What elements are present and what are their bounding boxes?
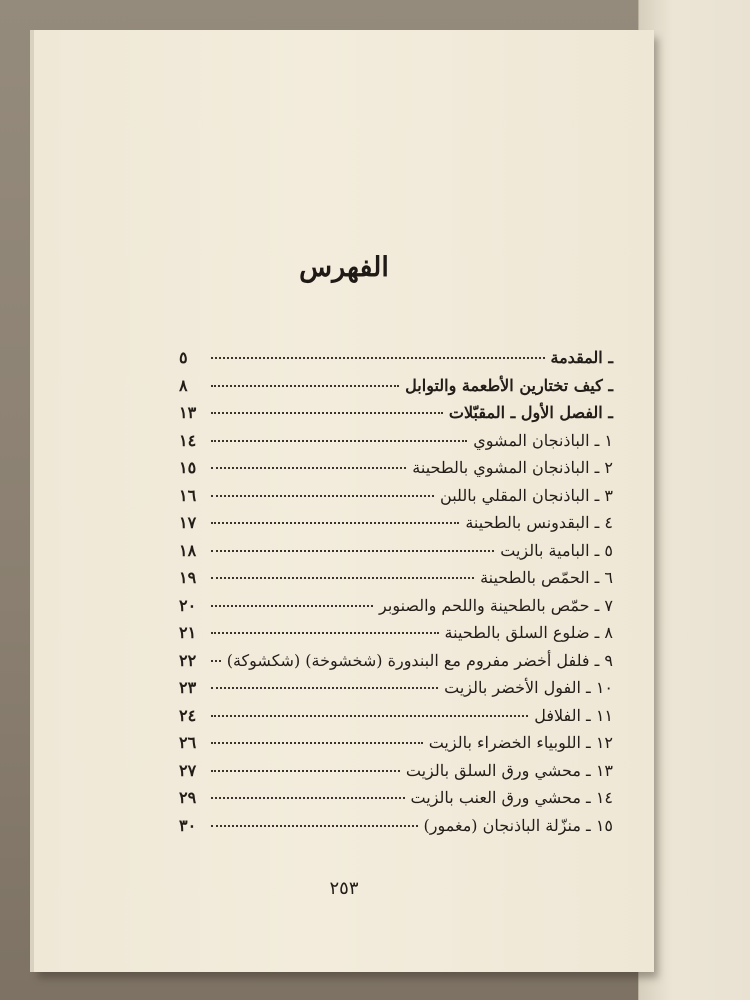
toc-entry-page: ٢٣ (179, 678, 197, 697)
toc-entry-title: ٧ ـ حمّص بالطحينة واللحم والصنوبر (379, 595, 613, 615)
dot-leader (211, 440, 467, 442)
toc-entry-page: ٥ (179, 348, 188, 367)
toc-entry-page: ٢٠ (179, 595, 197, 615)
toc-entry (179, 486, 613, 514)
toc-entry (179, 678, 613, 706)
dot-leader (211, 550, 494, 552)
toc-entry-title: ٥ ـ البامية بالزيت (500, 540, 613, 560)
toc-entry-page: ٨ (179, 375, 188, 395)
toc-entry (179, 706, 613, 734)
toc-entry (179, 376, 613, 404)
toc-list (179, 348, 613, 843)
book-page (30, 30, 654, 972)
dot-leader (211, 660, 221, 662)
toc-entry-page: ١٩ (179, 568, 197, 587)
toc-entry-title: ٦ ـ الحمّص بالطحينة (480, 568, 613, 587)
toc-entry-title: ـ المقدمة (550, 348, 613, 367)
toc-entry-title: ٤ ـ البقدونس بالطحينة (465, 513, 613, 532)
dot-leader (211, 522, 459, 524)
dot-leader (211, 385, 399, 387)
toc-entry-page: ٣٠ (179, 815, 197, 835)
toc-entry-page: ٢١ (179, 623, 197, 642)
toc-entry-page: ٢٦ (179, 733, 197, 752)
toc-entry (179, 458, 613, 486)
dot-leader (211, 797, 405, 799)
toc-entry-title: ١ ـ الباذنجان المشوي (473, 430, 613, 450)
dot-leader (211, 467, 406, 469)
page-number: ٢٥٣ (329, 878, 359, 899)
dot-leader (211, 577, 474, 579)
toc-entry-title: ـ الفصل الأول ـ المقبّلات (448, 403, 613, 422)
toc-entry-page: ١٨ (179, 540, 197, 560)
toc-entry (179, 568, 613, 596)
dot-leader (211, 770, 400, 772)
toc-entry-page: ١٧ (179, 513, 197, 532)
toc-entry (179, 651, 613, 679)
toc-entry-title: ٢ ـ الباذنجان المشوي بالطحينة (412, 458, 613, 477)
toc-entry (179, 403, 613, 431)
toc-entry-page: ٢٢ (179, 650, 197, 670)
toc-entry-title: ـ كيف تختارين الأطعمة والتوابل (405, 375, 613, 395)
dot-leader (211, 495, 434, 497)
toc-entry-page: ١٣ (179, 403, 197, 422)
dot-leader (211, 412, 443, 414)
dot-leader (211, 605, 373, 607)
dot-leader (211, 632, 439, 634)
toc-entry-page: ٢٧ (179, 760, 197, 780)
toc-entry-title: ١٥ ـ منزّلة الباذنجان (مغمور) (423, 815, 613, 835)
toc-entry (179, 541, 613, 569)
dot-leader (211, 687, 438, 689)
toc-entry (179, 733, 613, 761)
toc-title: الفهرس (299, 252, 389, 283)
toc-entry-title: ١٠ ـ الفول الأخضر بالزيت (444, 678, 613, 697)
toc-entry-page: ١٦ (179, 485, 197, 505)
toc-entry (179, 816, 613, 844)
toc-entry-title: ٩ ـ فلفل أخضر مفروم مع البندورة (شخشوخة) (شكشوكة) (226, 650, 613, 670)
dot-leader (211, 742, 423, 744)
toc-entry (179, 788, 613, 816)
toc-entry-title: ٨ ـ ضلوع السلق بالطحينة (444, 623, 613, 642)
dot-leader (211, 357, 545, 359)
dot-leader (211, 715, 528, 717)
toc-entry-page: ١٤ (179, 430, 197, 450)
toc-entry-title: ١٣ ـ محشي ورق السلق بالزيت (405, 760, 613, 780)
toc-entry-title: ٣ ـ الباذنجان المقلي باللبن (440, 485, 613, 505)
toc-entry (179, 761, 613, 789)
toc-entry (179, 623, 613, 651)
dot-leader (211, 825, 418, 827)
toc-entry-page: ١٥ (179, 458, 197, 477)
toc-entry (179, 431, 613, 459)
toc-entry-title: ١٢ ـ اللوبياء الخضراء بالزيت (428, 733, 613, 752)
toc-entry-page: ٢٩ (179, 788, 197, 807)
toc-entry (179, 348, 613, 376)
toc-entry-title: ١٤ ـ محشي ورق العنب بالزيت (410, 788, 613, 807)
toc-entry (179, 596, 613, 624)
toc-entry-title: ١١ ـ الفلافل (534, 705, 613, 725)
toc-entry (179, 513, 613, 541)
toc-entry-page: ٢٤ (179, 705, 197, 725)
